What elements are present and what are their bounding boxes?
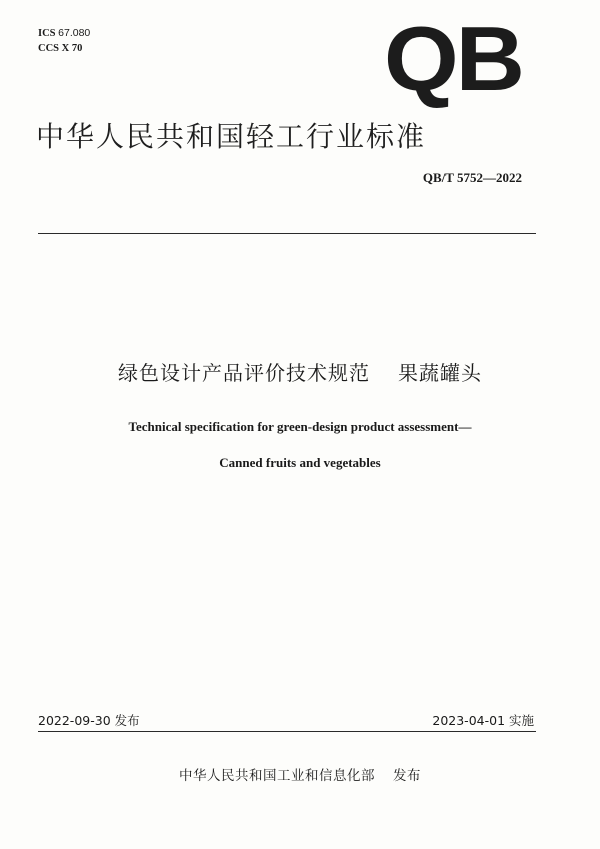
ccs-value: X 70 [61,43,83,54]
issue-date: 2022-09-30 发布 [38,713,140,728]
classification-codes [38,26,90,56]
implementation-date: 2023-04-01 实施 [432,713,534,728]
publisher-action: 发布 [393,768,421,784]
bottom-divider [38,731,536,732]
document-title-en-line1: Technical specification for green-design product assessment— [128,419,472,434]
ccs-code [38,41,90,56]
document-title-en-line2: Canned fruits and vegetables [219,455,381,470]
top-divider [38,233,536,234]
ics-code [38,26,90,41]
title-cn-sub: 果蔬罐头 [398,361,482,385]
title-cn-main: 绿色设计产品评价技术规范 [118,361,370,385]
document-title-cn [0,357,600,386]
ics-value: 67.080 [58,27,91,39]
standard-category-title: 中华人民共和国轻工行业标准 [36,120,427,153]
ics-label: ICS [38,28,56,39]
standard-number: QB/T 5752—2022 [422,170,522,185]
ccs-label: CCS [38,43,60,54]
publisher-name: 中华人民共和国工业和信息化部 [179,768,375,784]
publisher-line [0,764,600,784]
qb-logo: QB [384,8,522,110]
